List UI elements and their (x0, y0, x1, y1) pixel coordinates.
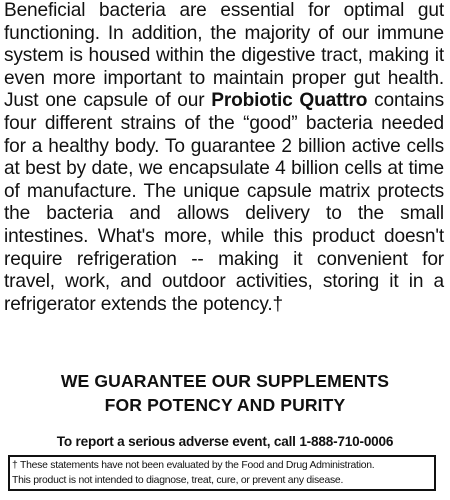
guarantee-line-1: WE GUARANTEE OUR SUPPLEMENTS (60, 371, 390, 391)
adverse-event-notice: To report a serious adverse event, call 1-888-710-0006 (56, 434, 394, 449)
guarantee-line-2: FOR POTENCY AND PURITY (104, 395, 346, 415)
product-description (4, 0, 444, 316)
description-rest: contains four different strains of the “good” bacteria needed for a healthy body. To guarantee 2 billion active cells at best by date, we encapsulate 4 billion cells at time of manufacture. The unique capsule matrix protects the bacteria and allows delivery to the small intestines. What's more, while this product doesn't require refrigeration -- making it convenient for travel, work, and outdoor activities, storing it in a refrigerator extends the potency.† (4, 90, 444, 315)
description-intro: Beneficial bacteria are essential for optimal gut functioning. In addition, the majority of our immune system is housed within the digestive tract, making it even more important to maintain proper gut health. Just one capsule of our (4, 0, 444, 112)
disclaimer-line-2: This product is not intended to diagnose, treat, cure, or prevent any disease. (12, 475, 344, 486)
product-name: Probiotic Quattro (211, 90, 368, 112)
disclaimer-line-1: † These statements have not been evaluated by the Food and Drug Administration. (12, 460, 375, 471)
fda-disclaimer-box (8, 455, 436, 491)
guarantee-heading (0, 369, 450, 417)
